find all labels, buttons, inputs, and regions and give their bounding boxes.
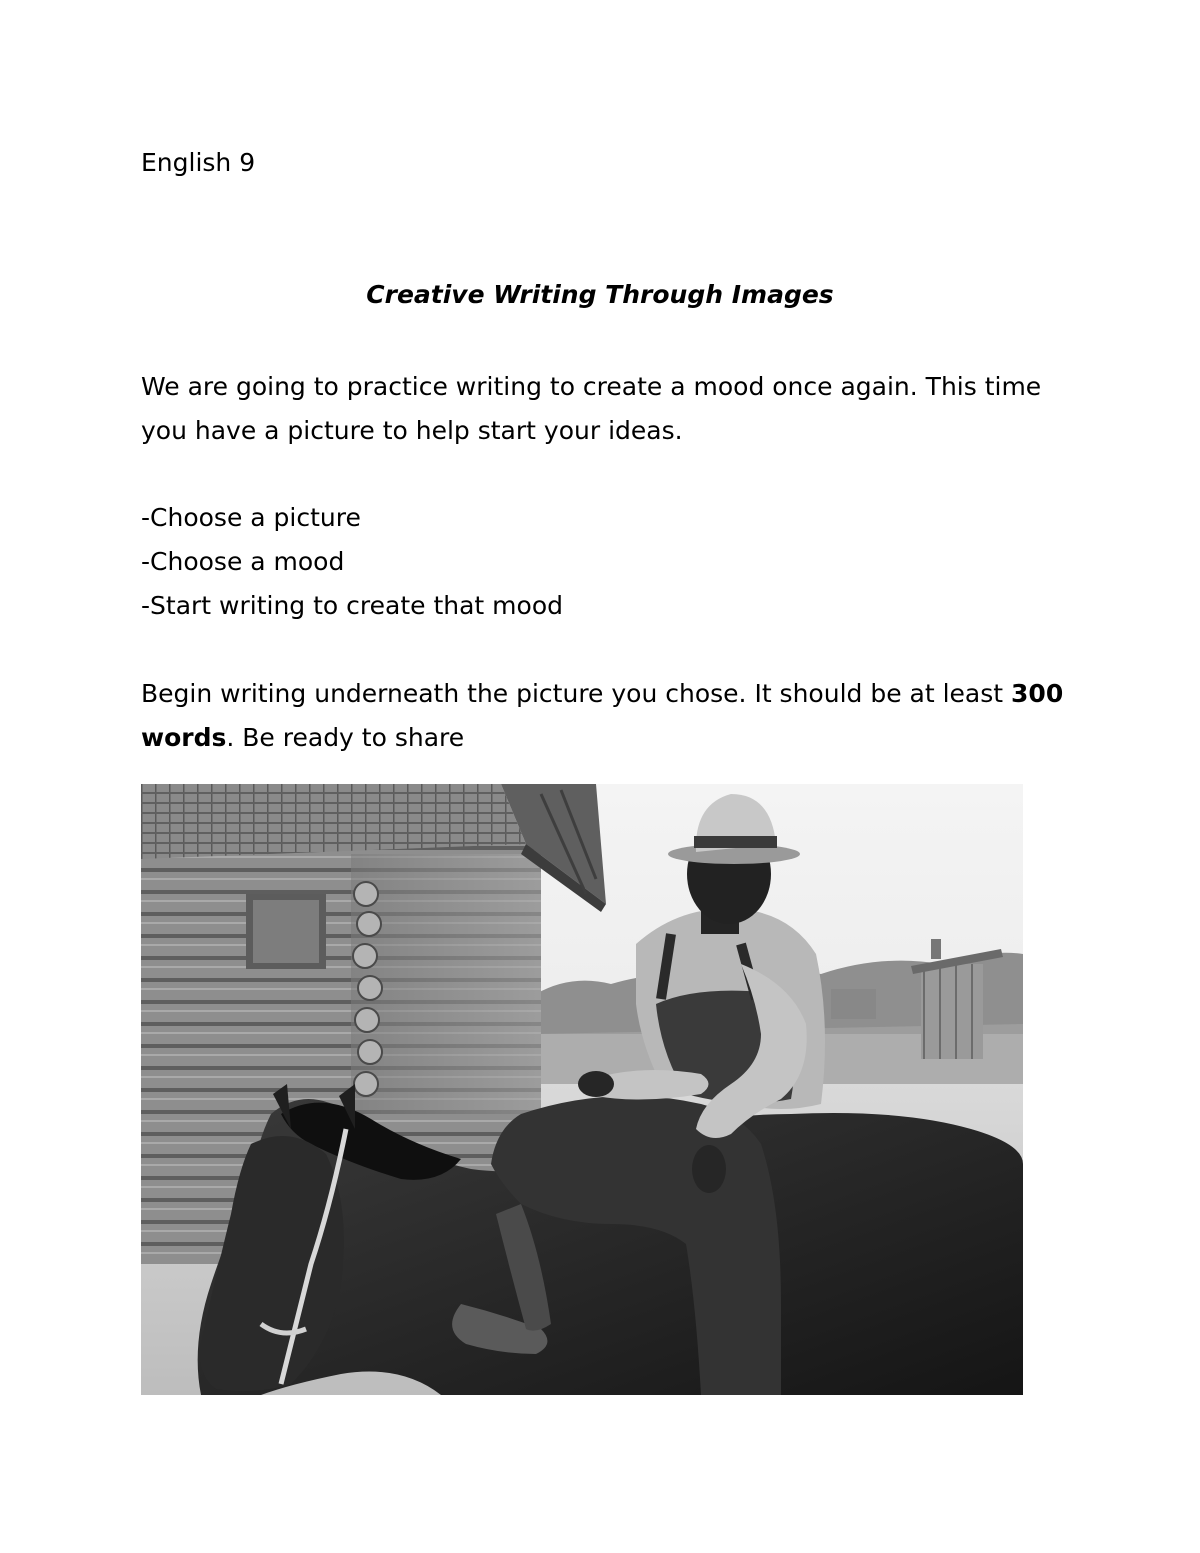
steps-list xyxy=(141,496,1071,628)
instructions-lead: Begin writing underneath the picture you chose. It should be at least xyxy=(141,679,1012,708)
list-item: -Start writing to create that mood xyxy=(141,591,563,620)
course-label: English 9 xyxy=(141,148,256,177)
photograph-man-on-horse xyxy=(141,784,1023,1395)
instructions-tail: . Be ready to share xyxy=(226,723,465,752)
word-count-emphasis: 300 words xyxy=(141,679,1064,752)
page-title: Creative Writing Through Images xyxy=(366,280,834,309)
intro-paragraph: We are going to practice writing to create a mood once again. This time you have a picture to help start your ideas. xyxy=(141,372,1042,445)
list-item: -Choose a mood xyxy=(141,547,345,576)
instructions-paragraph xyxy=(141,672,1071,760)
photo-illustration xyxy=(141,784,1023,1395)
list-item: -Choose a picture xyxy=(141,503,361,532)
